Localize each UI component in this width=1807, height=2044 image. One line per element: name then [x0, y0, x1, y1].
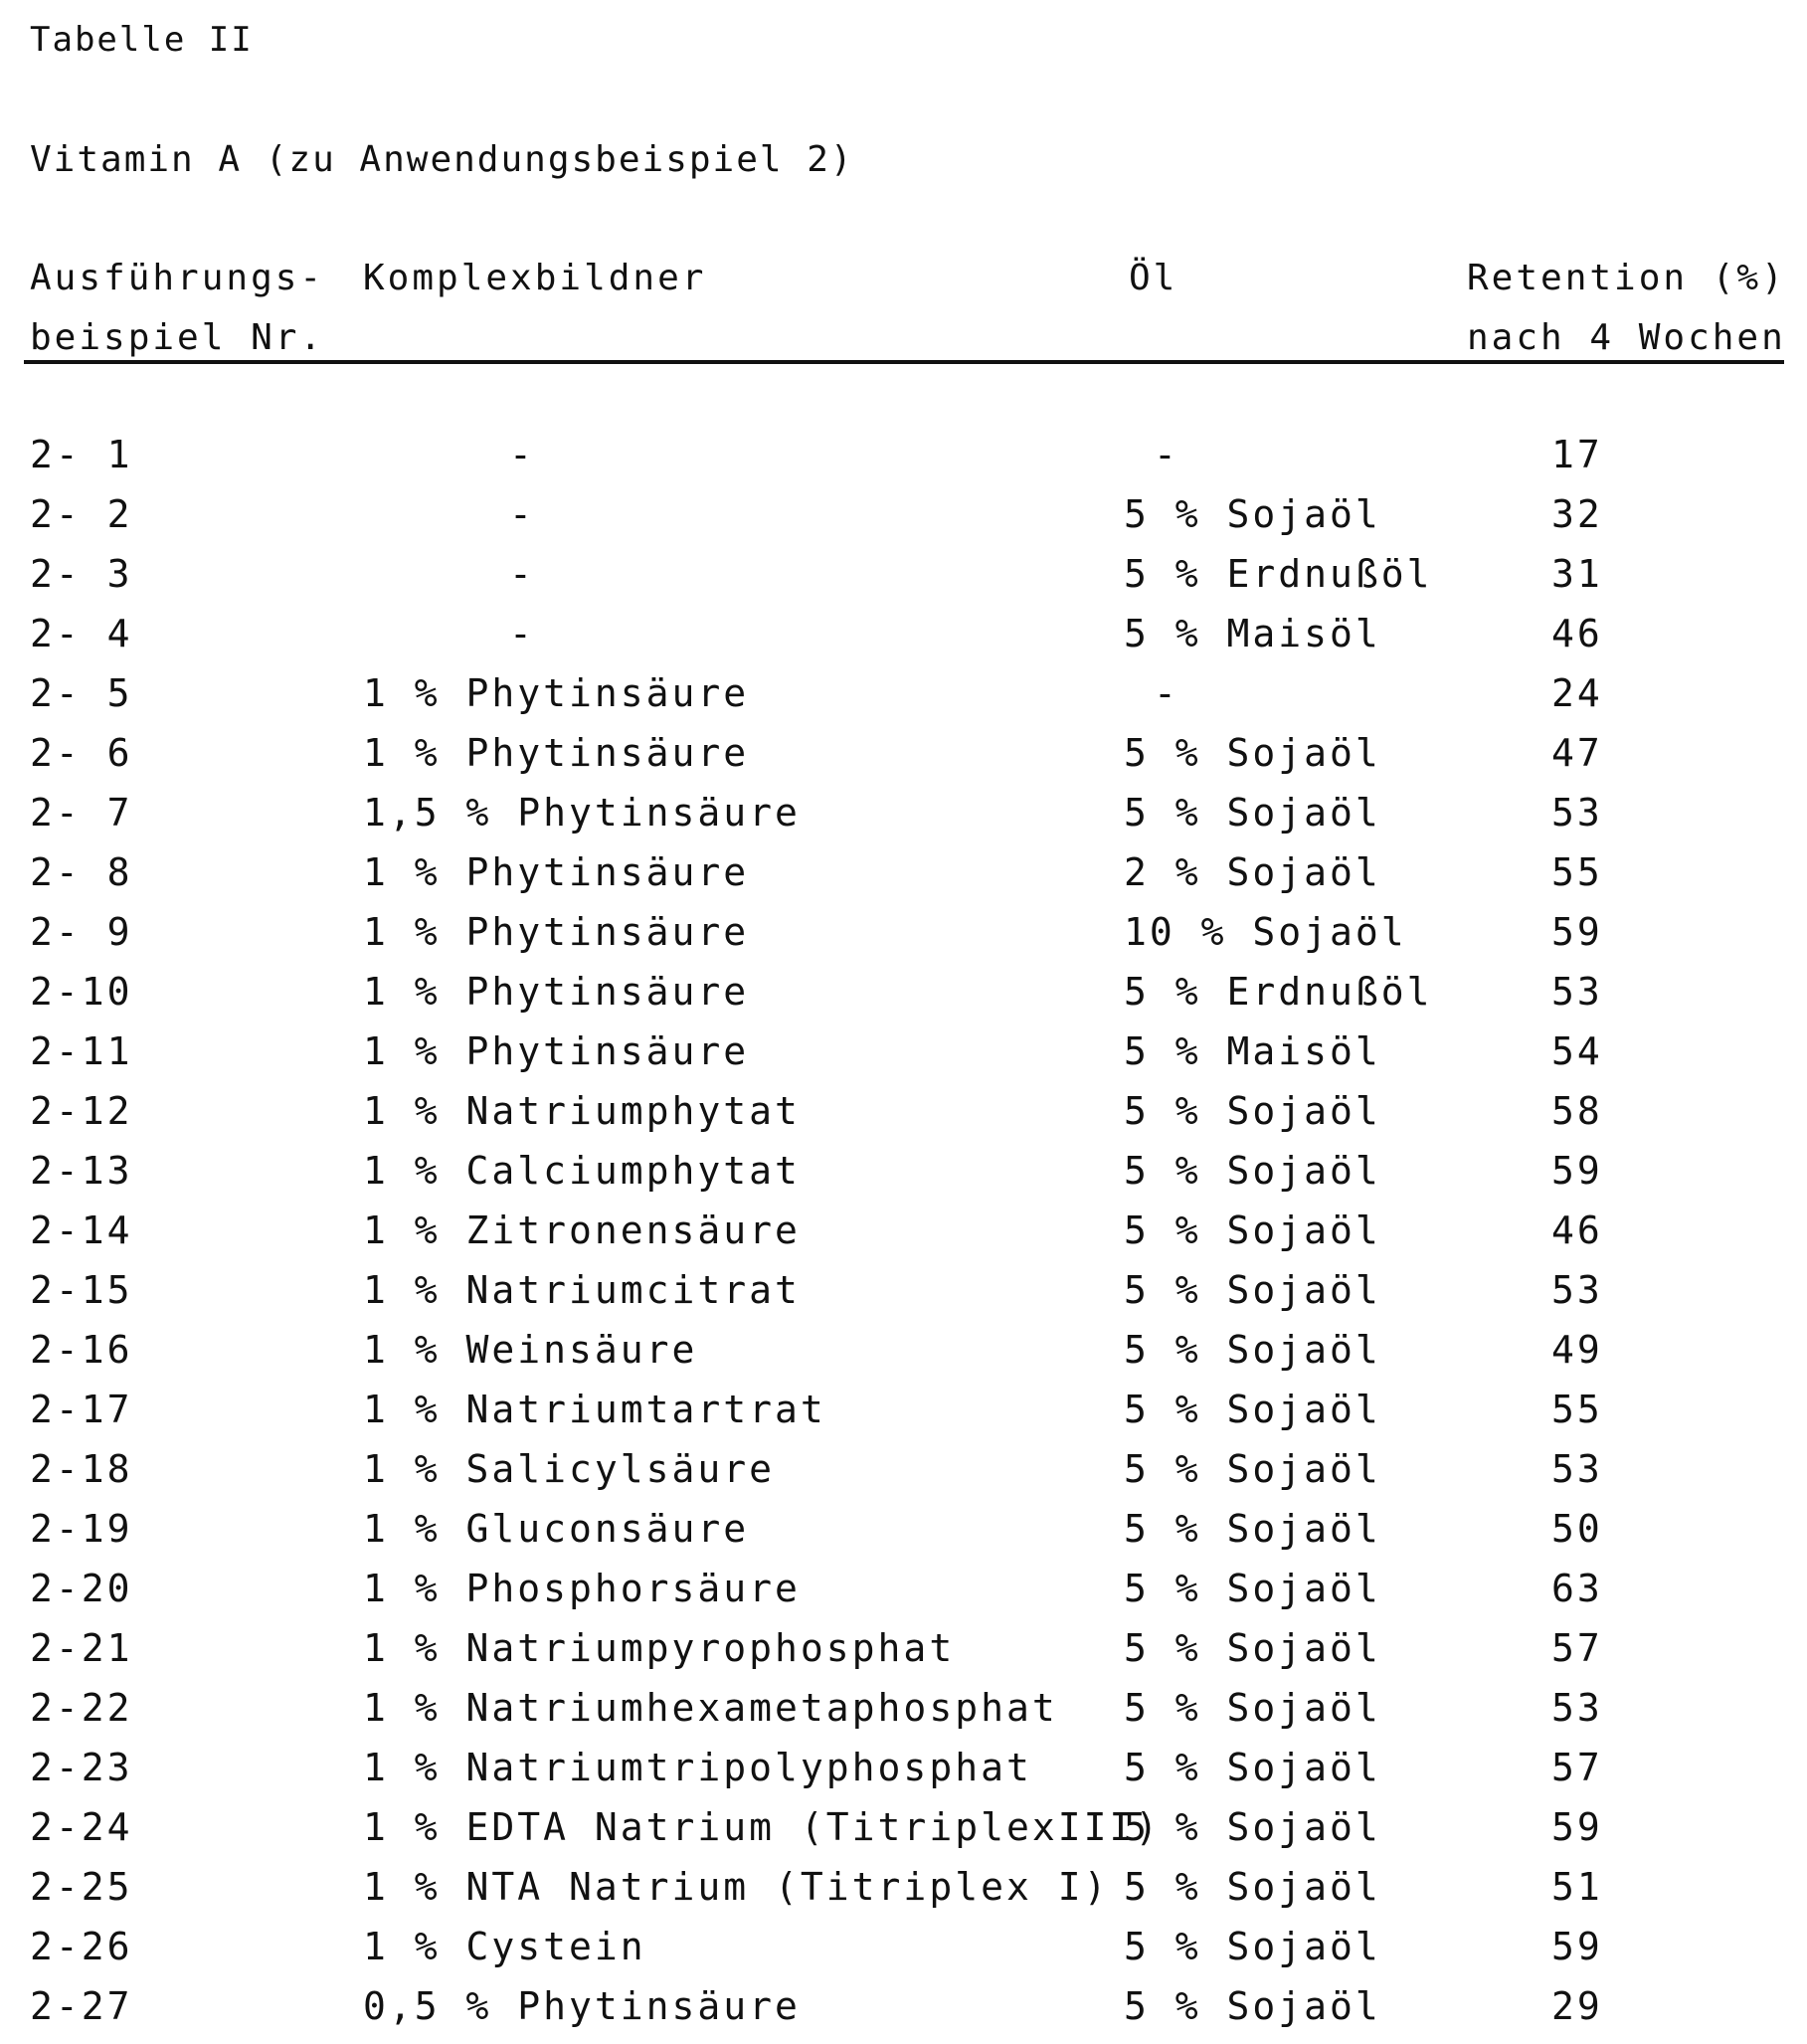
- cell-oel: 10 % Sojaöl: [1124, 910, 1407, 954]
- cell-retention: 46: [1551, 1208, 1603, 1252]
- table-title: Tabelle II: [30, 20, 254, 60]
- header-nr-line1: Ausführungs-: [30, 258, 325, 298]
- cell-komplexbildner: 1 % EDTA Natrium (TitriplexIII): [363, 1805, 1162, 1849]
- cell-nr: 2-22: [30, 1686, 133, 1730]
- cell-nr: 2-23: [30, 1746, 133, 1789]
- cell-oel: 5 % Sojaöl: [1124, 492, 1381, 536]
- table-row: [0, 1439, 1807, 1499]
- cell-komplexbildner: 1 % Salicylsäure: [363, 1447, 776, 1491]
- cell-retention: 54: [1551, 1029, 1603, 1073]
- table-row: [0, 1559, 1807, 1618]
- table-row: [0, 1201, 1807, 1260]
- cell-komplexbildner: 1 % Weinsäure: [363, 1328, 698, 1372]
- cell-retention: 59: [1551, 1149, 1603, 1193]
- cell-komplexbildner: -: [509, 612, 535, 655]
- table-subtitle: Vitamin A (zu Anwendungsbeispiel 2): [30, 139, 854, 180]
- header-rule: [24, 360, 1784, 364]
- cell-retention: 24: [1551, 671, 1603, 715]
- cell-nr: 2-18: [30, 1447, 133, 1491]
- cell-retention: 55: [1551, 1388, 1603, 1431]
- table-row: [0, 842, 1807, 902]
- cell-oel: 5 % Sojaöl: [1124, 1865, 1381, 1909]
- cell-komplexbildner: 1 % Gluconsäure: [363, 1507, 750, 1551]
- cell-oel: 5 % Erdnußöl: [1124, 552, 1433, 596]
- header-oel: Öl: [1129, 258, 1178, 298]
- cell-nr: 2- 4: [30, 612, 133, 655]
- cell-oel: 5 % Sojaöl: [1124, 1328, 1381, 1372]
- cell-nr: 2-11: [30, 1029, 133, 1073]
- table-row: [0, 1976, 1807, 2036]
- cell-nr: 2-24: [30, 1805, 133, 1849]
- cell-oel: 5 % Sojaöl: [1124, 1388, 1381, 1431]
- cell-komplexbildner: 1 % Cystein: [363, 1925, 646, 1968]
- cell-retention: 29: [1551, 1984, 1603, 2028]
- table-row: [0, 1380, 1807, 1439]
- cell-oel: 5 % Sojaöl: [1124, 1208, 1381, 1252]
- cell-komplexbildner: 1 % Zitronensäure: [363, 1208, 801, 1252]
- header-nr-line2: beispiel Nr.: [30, 317, 325, 358]
- cell-retention: 59: [1551, 910, 1603, 954]
- cell-nr: 2-27: [30, 1984, 133, 2028]
- cell-oel: -: [1154, 671, 1179, 715]
- cell-komplexbildner: 1 % NTA Natrium (Titriplex I): [363, 1865, 1110, 1909]
- table-row: [0, 1917, 1807, 1976]
- table-body: [0, 425, 1807, 2036]
- cell-oel: 5 % Sojaöl: [1124, 791, 1381, 835]
- header-retention-line2: nach 4 Wochen: [1467, 317, 1786, 358]
- cell-komplexbildner: -: [509, 552, 535, 596]
- cell-nr: 2- 5: [30, 671, 133, 715]
- cell-retention: 49: [1551, 1328, 1603, 1372]
- cell-retention: 63: [1551, 1567, 1603, 1610]
- cell-nr: 2-21: [30, 1626, 133, 1670]
- cell-oel: 5 % Erdnußöl: [1124, 970, 1433, 1014]
- cell-retention: 51: [1551, 1865, 1603, 1909]
- cell-komplexbildner: 1 % Phytinsäure: [363, 731, 750, 775]
- cell-retention: 53: [1551, 1268, 1603, 1312]
- cell-retention: 31: [1551, 552, 1603, 596]
- cell-retention: 47: [1551, 731, 1603, 775]
- table-row: [0, 663, 1807, 723]
- cell-oel: 5 % Sojaöl: [1124, 1925, 1381, 1968]
- cell-nr: 2-12: [30, 1089, 133, 1133]
- cell-nr: 2- 8: [30, 850, 133, 894]
- cell-komplexbildner: 1 % Natriumphytat: [363, 1089, 801, 1133]
- table-row: [0, 544, 1807, 604]
- cell-komplexbildner: 0,5 % Phytinsäure: [363, 1984, 801, 2028]
- cell-nr: 2-20: [30, 1567, 133, 1610]
- cell-komplexbildner: 1 % Phosphorsäure: [363, 1567, 801, 1610]
- table-row: [0, 1320, 1807, 1380]
- cell-oel: 5 % Sojaöl: [1124, 1626, 1381, 1670]
- cell-oel: 5 % Sojaöl: [1124, 1686, 1381, 1730]
- cell-oel: -: [1154, 433, 1179, 476]
- table-row: [0, 902, 1807, 962]
- header-komplexbildner: Komplexbildner: [363, 258, 707, 298]
- table-row: [0, 1857, 1807, 1917]
- cell-nr: 2-15: [30, 1268, 133, 1312]
- cell-nr: 2-13: [30, 1149, 133, 1193]
- cell-komplexbildner: -: [509, 492, 535, 536]
- table-row: [0, 723, 1807, 783]
- cell-oel: 5 % Maisöl: [1124, 612, 1381, 655]
- cell-oel: 5 % Sojaöl: [1124, 1447, 1381, 1491]
- cell-nr: 2-26: [30, 1925, 133, 1968]
- cell-retention: 59: [1551, 1925, 1603, 1968]
- cell-nr: 2- 2: [30, 492, 133, 536]
- cell-komplexbildner: 1 % Phytinsäure: [363, 671, 750, 715]
- cell-komplexbildner: 1 % Natriumtripolyphosphat: [363, 1746, 1032, 1789]
- table-row: [0, 1797, 1807, 1857]
- cell-oel: 5 % Sojaöl: [1124, 1984, 1381, 2028]
- table-row: [0, 1499, 1807, 1559]
- cell-komplexbildner: 1 % Natriumtartrat: [363, 1388, 826, 1431]
- cell-oel: 5 % Sojaöl: [1124, 1805, 1381, 1849]
- cell-oel: 5 % Sojaöl: [1124, 1149, 1381, 1193]
- cell-komplexbildner: 1 % Natriumcitrat: [363, 1268, 801, 1312]
- table-row: [0, 425, 1807, 484]
- cell-retention: 57: [1551, 1746, 1603, 1789]
- cell-retention: 55: [1551, 850, 1603, 894]
- cell-oel: 5 % Maisöl: [1124, 1029, 1381, 1073]
- header-retention-line1: Retention (%): [1467, 258, 1786, 298]
- cell-oel: 5 % Sojaöl: [1124, 1746, 1381, 1789]
- cell-komplexbildner: 1 % Natriumpyrophosphat: [363, 1626, 956, 1670]
- cell-oel: 5 % Sojaöl: [1124, 1268, 1381, 1312]
- table-row: [0, 1678, 1807, 1738]
- cell-retention: 59: [1551, 1805, 1603, 1849]
- table-row: [0, 783, 1807, 842]
- cell-nr: 2-16: [30, 1328, 133, 1372]
- cell-nr: 2- 3: [30, 552, 133, 596]
- table-row: [0, 484, 1807, 544]
- cell-retention: 53: [1551, 1686, 1603, 1730]
- cell-retention: 50: [1551, 1507, 1603, 1551]
- cell-komplexbildner: 1 % Phytinsäure: [363, 910, 750, 954]
- cell-komplexbildner: 1 % Natriumhexametaphosphat: [363, 1686, 1058, 1730]
- cell-nr: 2-25: [30, 1865, 133, 1909]
- cell-komplexbildner: 1 % Phytinsäure: [363, 850, 750, 894]
- cell-oel: 5 % Sojaöl: [1124, 1567, 1381, 1610]
- cell-retention: 53: [1551, 1447, 1603, 1491]
- cell-komplexbildner: -: [509, 433, 535, 476]
- cell-komplexbildner: 1 % Phytinsäure: [363, 1029, 750, 1073]
- table-row: [0, 604, 1807, 663]
- cell-oel: 2 % Sojaöl: [1124, 850, 1381, 894]
- cell-nr: 2- 1: [30, 433, 133, 476]
- cell-nr: 2-14: [30, 1208, 133, 1252]
- table-row: [0, 962, 1807, 1022]
- cell-retention: 57: [1551, 1626, 1603, 1670]
- table-row: [0, 1260, 1807, 1320]
- cell-retention: 46: [1551, 612, 1603, 655]
- cell-nr: 2-10: [30, 970, 133, 1014]
- cell-komplexbildner: 1 % Calciumphytat: [363, 1149, 801, 1193]
- table-row: [0, 1022, 1807, 1081]
- cell-nr: 2- 7: [30, 791, 133, 835]
- cell-retention: 58: [1551, 1089, 1603, 1133]
- cell-komplexbildner: 1 % Phytinsäure: [363, 970, 750, 1014]
- cell-nr: 2- 9: [30, 910, 133, 954]
- cell-retention: 53: [1551, 970, 1603, 1014]
- table-row: [0, 1618, 1807, 1678]
- cell-retention: 53: [1551, 791, 1603, 835]
- cell-nr: 2- 6: [30, 731, 133, 775]
- cell-retention: 32: [1551, 492, 1603, 536]
- table-row: [0, 1141, 1807, 1201]
- table-row: [0, 1081, 1807, 1141]
- table-row: [0, 1738, 1807, 1797]
- cell-oel: 5 % Sojaöl: [1124, 731, 1381, 775]
- cell-oel: 5 % Sojaöl: [1124, 1507, 1381, 1551]
- cell-komplexbildner: 1,5 % Phytinsäure: [363, 791, 801, 835]
- cell-nr: 2-19: [30, 1507, 133, 1551]
- cell-retention: 17: [1551, 433, 1603, 476]
- cell-nr: 2-17: [30, 1388, 133, 1431]
- cell-oel: 5 % Sojaöl: [1124, 1089, 1381, 1133]
